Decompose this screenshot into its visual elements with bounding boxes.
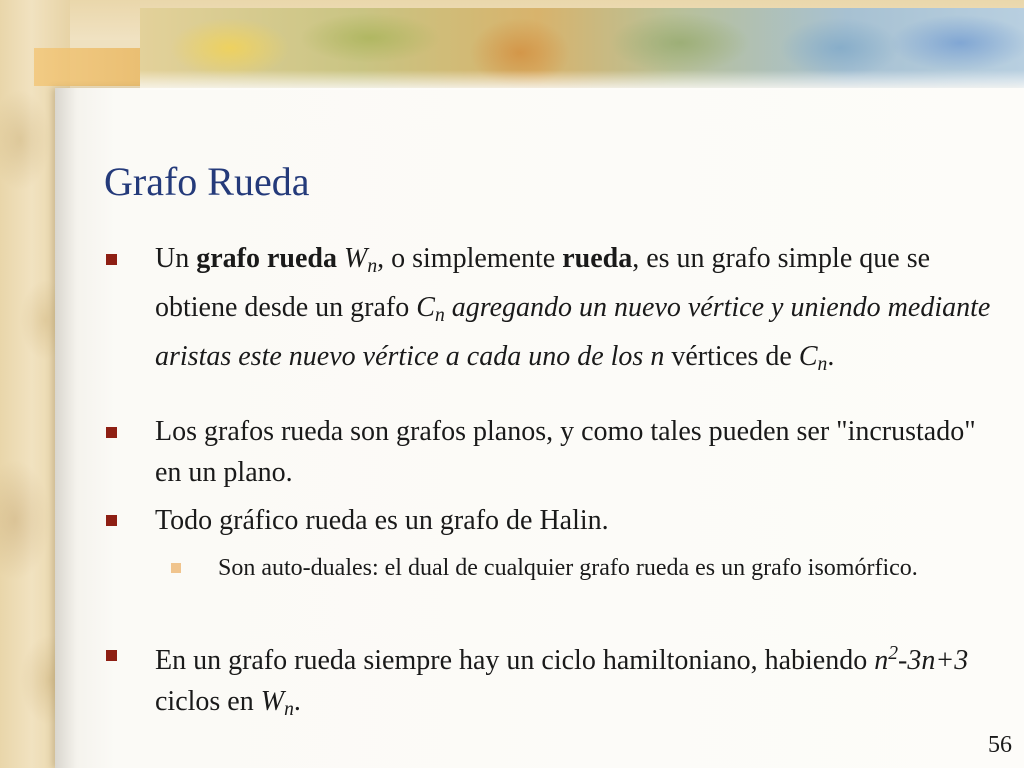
bullet-text-segment: W [260,685,285,717]
bullet-item [155,633,995,730]
bullet-marker [106,427,117,438]
bullet-text-segment: C [798,340,818,372]
bullet-marker [106,650,117,661]
banner-fade [140,70,1024,90]
bullet-text-segment: . [827,340,835,372]
bullet-text-segment: ciclos en [155,685,261,717]
page-number: 56 [988,732,1012,758]
bullet-text-segment: . [293,685,301,717]
bullet-text-segment: -3n+3 [898,644,969,676]
bullet-text-segment: n [367,255,378,277]
bullet-text-segment: , o simplemente [377,243,563,274]
bullet-text-segment: , es un grafo simple que se obtiene desde un grafo [155,243,931,323]
bullet-marker [106,254,117,265]
slide-title: Grafo Rueda [104,159,310,204]
bullet-text-segment: agregando un nuevo vértice y uniendo mediante aristas este nuevo vértice a cada uno de los n [155,291,991,372]
bullet-text-segment: W [344,243,368,274]
bullet-item [155,238,995,385]
sub-bullet-marker [171,563,181,573]
bullet-text-segment: grafo rueda [196,243,337,274]
bullet-text-segment: n [284,698,294,720]
bullet-text-segment: n [874,644,889,676]
bullet-item [155,500,995,541]
bullet-marker [106,515,117,526]
bullet-text-segment: Los grafos rueda son grafos planos, y como tales pueden ser "incrustado" en un plano. [155,416,976,488]
bullet-text-segment [337,243,344,274]
bullet-text-segment: rueda [562,243,633,274]
bullet-text-segment: En un grafo rueda siempre hay un ciclo hamiltoniano, habiendo [155,644,875,676]
bullet-item [155,411,995,493]
bullet-text-segment: Un [155,243,197,274]
bullet-text-segment: vértices de [664,340,799,372]
bullet-text-segment: n [817,353,828,375]
bullet-text-segment: n [434,304,445,326]
banner-gold-accent [34,48,144,86]
bullet-text-segment: 2 [888,643,899,664]
bullet-text-segment: Todo gráfico rueda es un grafo de Halin. [155,505,609,536]
bullet-text-segment: C [416,291,435,323]
sub-bullet-item: Son auto-duales: el dual de cualquier grafo rueda es un grafo isomórfico. [218,555,918,581]
